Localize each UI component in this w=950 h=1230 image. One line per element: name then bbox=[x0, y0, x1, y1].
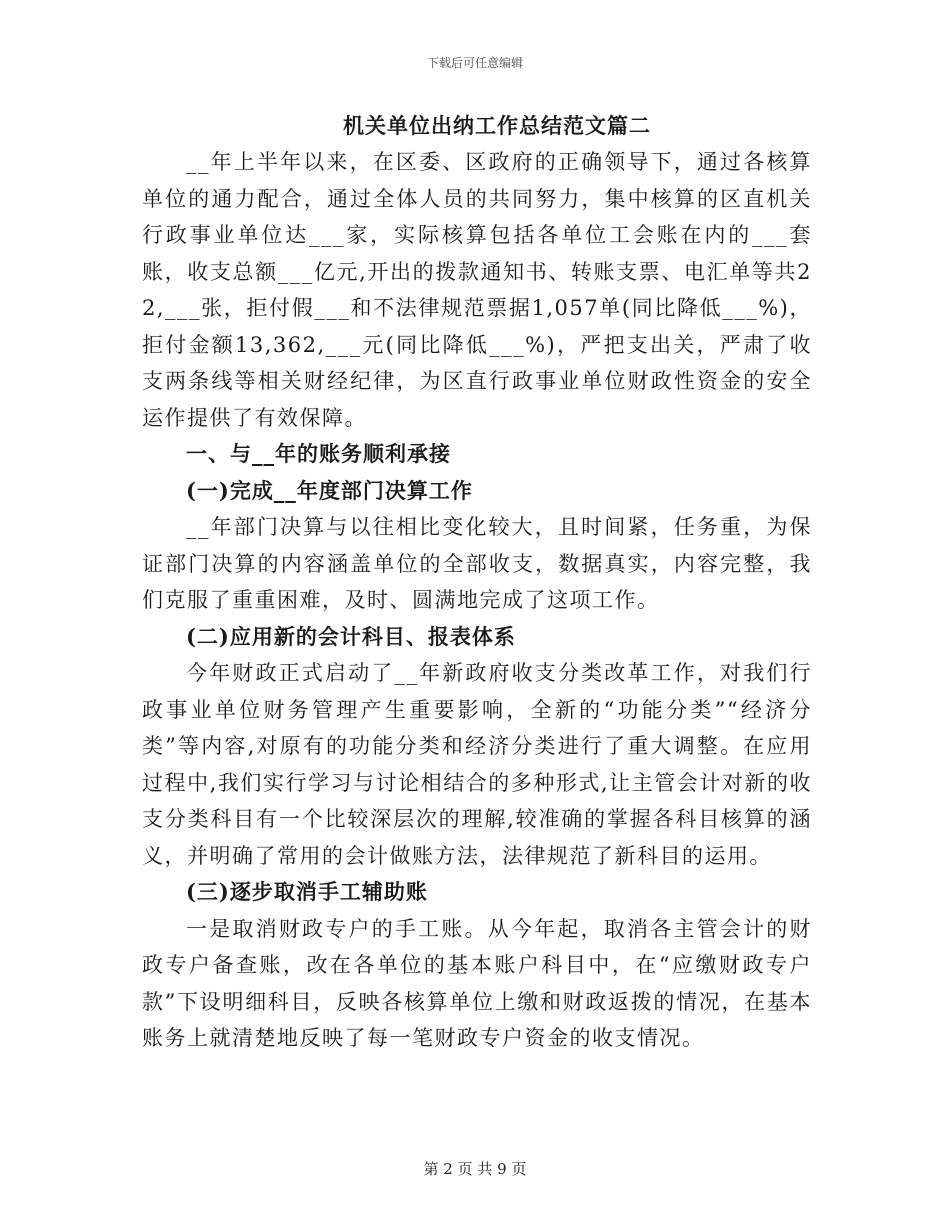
subsection-text-1: __年部门决算与以往相比变化较大，且时间紧，任务重，为保证部门决算的内容涵盖单位的全部收支，数据真实，内容完整，我们克服了重重困难，及时、圆满地完成了这项工作。 bbox=[142, 515, 812, 612]
subsection-heading-1: (一)完成__年度部门决算工作 bbox=[186, 477, 473, 503]
document-body bbox=[142, 108, 812, 1057]
subsection-heading-2: (二)应用新的会计科目、报表体系 bbox=[186, 623, 516, 649]
subsection-heading-3: (三)逐步取消手工辅助账 bbox=[186, 879, 428, 904]
document-title: 机关单位出纳工作总结范文篇二 bbox=[343, 113, 651, 138]
page-indicator: 第 2 页 共 9 页 bbox=[423, 1160, 527, 1178]
subsection-text-2: 今年财政正式启动了__年新政府收支分类改革工作，对我们行政事业单位财务管理产生重要影响，全新的“功能分类”“经济分类”等内容,对原有的功能分类和经济分类进行了重大调整。在应用过程中,我们实行学习与讨论相结合的多种形式,让主管会计对新的收支分类科目有一个比较深层次的理解,较准确的掌握各科目核算的涵义，并明确了常用的会计做账方法，法律规范了新科目的运用。 bbox=[142, 661, 812, 868]
section-heading-1: 一、与__年的账务顺利承接 bbox=[186, 441, 451, 466]
subsection-text-3: 一是取消财政专户的手工账。从今年起，取消各主管会计的财政专户备查账，改在各单位的基本账户科目中，在“应缴财政专户款”下设明细科目，反映各核算单位上缴和财政返拨的情况，在基本账务上就清楚地反映了每一笔财政专户资金的收支情况。 bbox=[142, 916, 812, 1050]
intro-paragraph: __年上半年以来，在区委、区政府的正确领导下，通过各核算单位的通力配合，通过全体人员的共同努力，集中核算的区直机关行政事业单位达___家，实际核算包括各单位工会账在内的___套账，收支总额___亿元,开出的拨款通知书、转账支票、电汇单等共22,___张，拒付假___和不法律规范票据1,057单(同比降低___%)，拒付金额13,362,___元(同比降低___%)，严把支出关，严肃了收支两条线等相关财经纪律，为区直行政事业单位财政性资金的安全运作提供了有效保障。 bbox=[142, 150, 812, 430]
header-note: 下载后可任意编辑 bbox=[426, 56, 523, 70]
